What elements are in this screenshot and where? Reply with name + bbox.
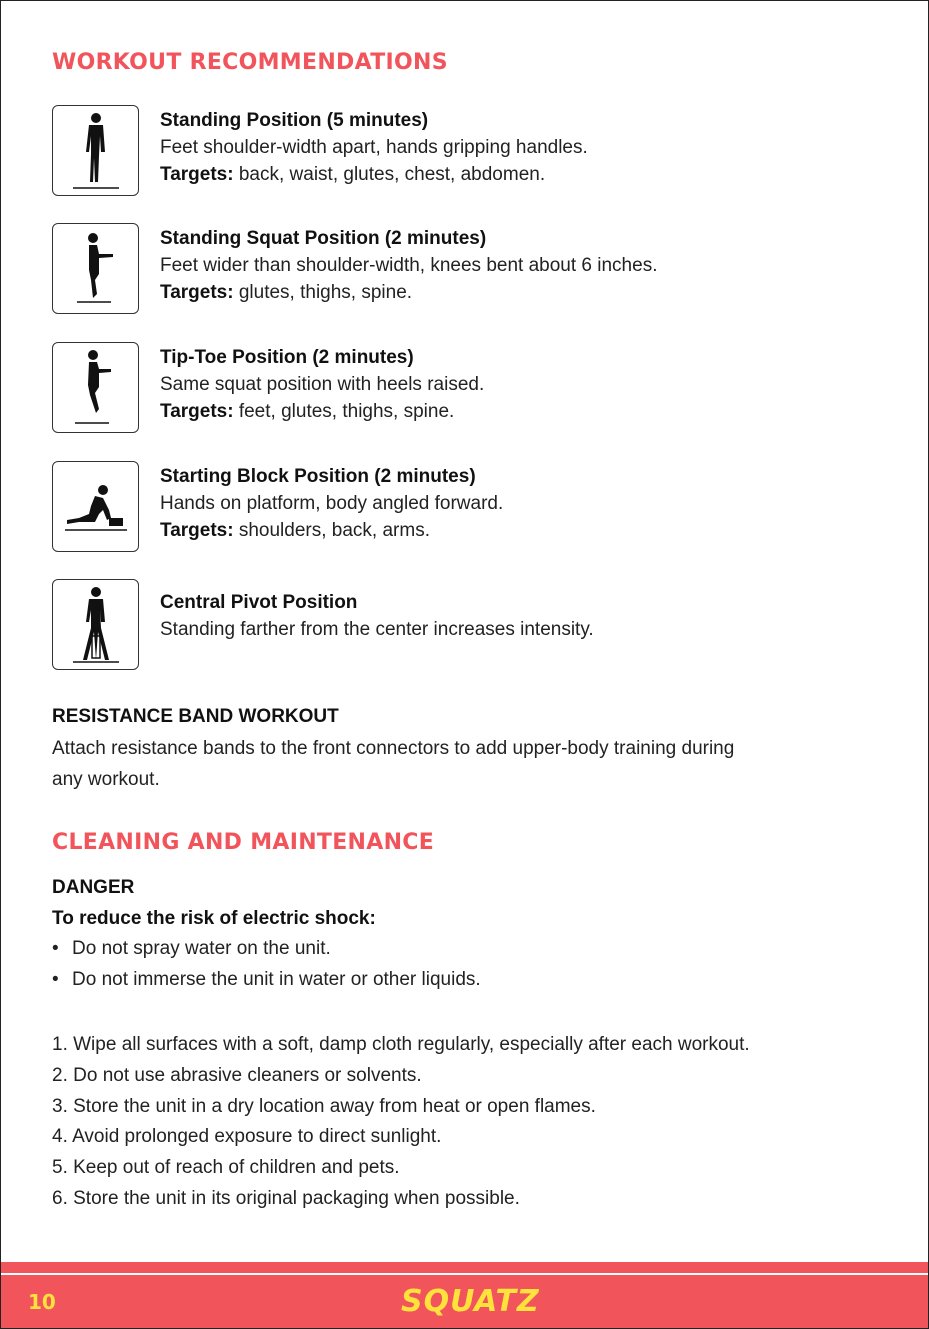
workout-description: Same squat position with heels raised.: [160, 374, 485, 395]
targets-value: shoulders, back, arms.: [233, 520, 430, 541]
brand-logo: SQUATZ: [401, 1284, 540, 1319]
maintenance-step: 6. Store the unit in its original packaging when possible.: [52, 1188, 520, 1209]
workout-item-standing: [52, 105, 872, 197]
bullet-text: Do not spray water on the unit.: [72, 938, 331, 959]
footer-divider: [1, 1273, 928, 1275]
pivot-figure-icon: [52, 579, 139, 670]
tiptoe-figure-icon: [52, 342, 139, 433]
workout-item-squat: [52, 223, 872, 315]
maintenance-step: 1. Wipe all surfaces with a soft, damp cloth regularly, especially after each workout.: [52, 1034, 750, 1055]
targets-label: Targets:: [160, 164, 234, 185]
workout-description: Feet wider than shoulder-width, knees bent about 6 inches.: [160, 255, 658, 276]
bullet-text: Do not immerse the unit in water or other liquids.: [72, 969, 481, 990]
resistance-heading: RESISTANCE BAND WORKOUT: [52, 706, 339, 727]
workout-item-central-pivot: [52, 579, 872, 671]
targets-label: Targets:: [160, 401, 234, 422]
workout-description: Feet shoulder-width apart, hands gripping handles.: [160, 137, 588, 158]
workout-section-title: WORKOUT RECOMMENDATIONS: [52, 50, 448, 75]
maintenance-step: 5. Keep out of reach of children and pets.: [52, 1157, 400, 1178]
maintenance-step: 2. Do not use abrasive cleaners or solvents.: [52, 1065, 422, 1086]
page-footer: [1, 1262, 928, 1328]
squat-figure-icon: [52, 223, 139, 314]
maintenance-step: 4. Avoid prolonged exposure to direct sunlight.: [52, 1126, 442, 1147]
workout-title: Standing Position (5 minutes): [160, 110, 429, 131]
targets-label: Targets:: [160, 520, 234, 541]
danger-bullet: • Do not immerse the unit in water or other liquids.: [52, 969, 481, 990]
danger-bullet: • Do not spray water on the unit.: [52, 938, 331, 959]
maintenance-step: 3. Store the unit in a dry location away from heat or open flames.: [52, 1096, 596, 1117]
targets-value: feet, glutes, thighs, spine.: [233, 401, 455, 422]
workout-title: Tip-Toe Position (2 minutes): [160, 347, 414, 368]
workout-item-starting-block: [52, 461, 872, 553]
resistance-line: Attach resistance bands to the front connectors to add upper-body training during: [52, 738, 735, 759]
cleaning-section-title: CLEANING AND MAINTENANCE: [52, 830, 435, 855]
workout-description: Standing farther from the center increases intensity.: [160, 619, 594, 640]
workout-title: Starting Block Position (2 minutes): [160, 466, 476, 487]
page-number: 10: [28, 1290, 56, 1314]
standing-figure-icon: [52, 105, 139, 196]
workout-title: Standing Squat Position (2 minutes): [160, 228, 487, 249]
workout-item-tiptoe: [52, 342, 872, 434]
starting-block-figure-icon: [52, 461, 139, 552]
danger-heading: DANGER: [52, 877, 135, 898]
resistance-line: any workout.: [52, 769, 160, 790]
resistance-text: [52, 733, 872, 795]
targets-value: back, waist, glutes, chest, abdomen.: [233, 164, 546, 185]
targets-label: Targets:: [160, 282, 234, 303]
danger-subheading: To reduce the risk of electric shock:: [52, 908, 376, 929]
targets-value: glutes, thighs, spine.: [233, 282, 413, 303]
workout-title: Central Pivot Position: [160, 592, 358, 613]
workout-description: Hands on platform, body angled forward.: [160, 493, 504, 514]
